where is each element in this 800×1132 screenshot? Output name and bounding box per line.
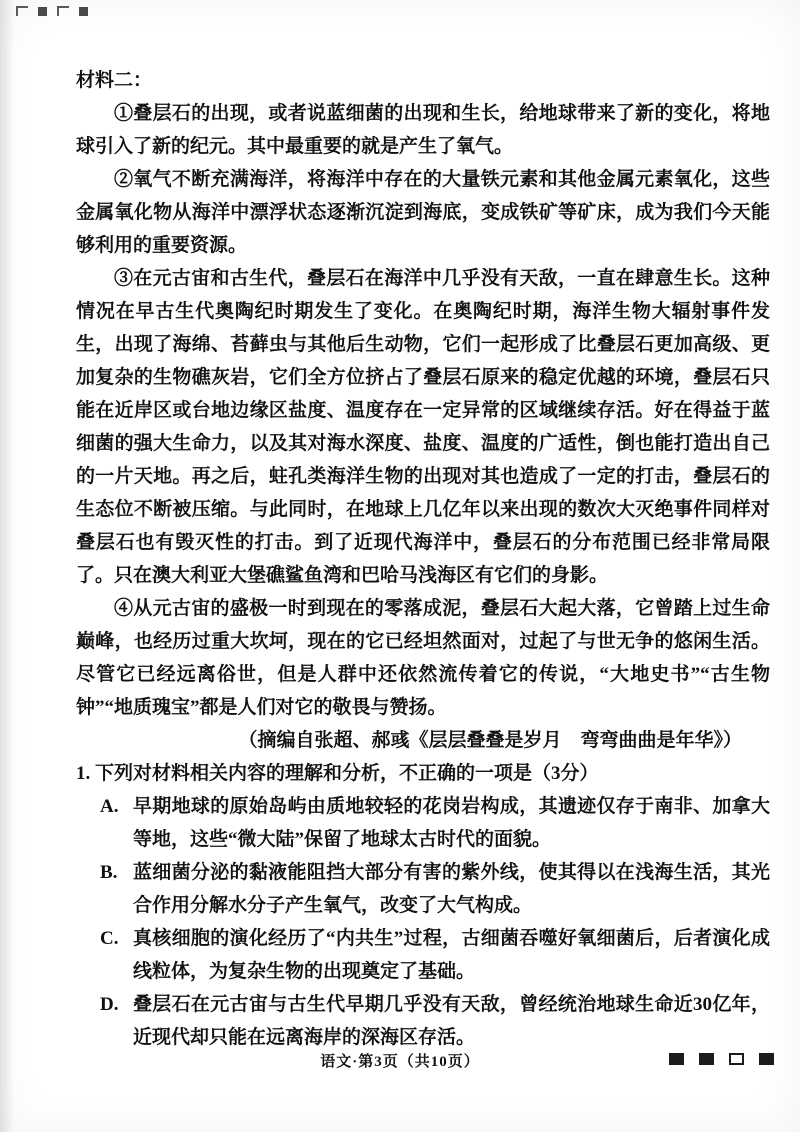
material-paragraph-1: ①叠层石的出现，或者说蓝细菌的出现和生长，给地球带来了新的变化，将地球引入了新的纪元。其中最重要的就是产生了氧气。: [76, 103, 770, 157]
print-mark-filled-icon: [759, 1053, 774, 1065]
registration-bracket-icon: [57, 6, 69, 16]
option-c-label: C.: [100, 928, 119, 949]
registration-square-icon: [38, 7, 47, 16]
material-heading: 材料二：: [76, 70, 153, 91]
question-1-option-b: [76, 856, 770, 922]
print-marks: [669, 1053, 774, 1065]
question-1-stem: 1. 下列对材料相关内容的理解和分析，不正确的一项是（3分）: [76, 763, 599, 784]
page-content: [76, 64, 770, 1054]
page-number-label: 语文·第3页（共10页）: [320, 1054, 480, 1070]
print-mark-outline-icon: [729, 1053, 744, 1065]
registration-bracket-icon: [16, 6, 28, 16]
question-1-option-d: [76, 988, 770, 1054]
print-mark-filled-icon: [669, 1053, 684, 1065]
material-paragraph-3: ③在元古宙和古生代，叠层石在海洋中几乎没有天敌，一直在肆意生长。这种情况在早古生代奥陶纪时期发生了变化。在奥陶纪时期，海洋生物大辐射事件发生，出现了海绵、苔藓虫与其他后生动物，它们一起形成了比叠层石更加高级、更加复杂的生物礁灰岩，它们全方位挤占了叠层石原来的稳定优越的环境，叠层石只能在近岸区或台地边缘区盐度、温度存在一定异常的区域继续存活。好在得益于蓝细菌的强大生命力，以及其对海水深度、盐度、温度的广适性，倒也能打造出自己的一片天地。再之后，蛀孔类海洋生物的出现对其也造成了一定的打击，叠层石的生态位不断被压缩。与此同时，在地球上几亿年以来出现的数次大灭绝事件同样对叠层石也有毁灭性的打击。到了近现代海洋中，叠层石的分布范围已经非常局限了。只在澳大利亚大堡礁鲨鱼湾和巴哈马浅海区有它们的身影。: [76, 268, 770, 586]
material-paragraph-2: ②氧气不断充满海洋，将海洋中存在的大量铁元素和其他金属元素氧化，这些金属氧化物从海洋中漂浮状态逐渐沉淀到海底，变成铁矿等矿床，成为我们今天能够利用的重要资源。: [76, 169, 770, 256]
option-d-text: 叠层石在元古宙与古生代早期几乎没有天敌，曾经统治地球生命近30亿年，近现代却只能在远离海岸的深海区存活。: [133, 994, 770, 1048]
question-1-option-a: [76, 790, 770, 856]
option-c-text: 真核细胞的演化经历了“内共生”过程，古细菌吞噬好氧细菌后，后者演化成线粒体，为复杂生物的出现奠定了基础。: [133, 928, 770, 982]
option-b-text: 蓝细菌分泌的黏液能阻挡大部分有害的紫外线，使其得以在浅海生活，其光合作用分解水分子产生氧气，改变了大气构成。: [133, 862, 770, 916]
attribution-line: （摘编自张超、郝彧《层层叠叠是岁月 弯弯曲曲是年华》）: [238, 730, 742, 751]
page-footer: [0, 1050, 800, 1076]
question-1-option-c: [76, 922, 770, 988]
print-mark-filled-icon: [699, 1053, 714, 1065]
registration-marks: [16, 4, 88, 18]
option-a-text: 早期地球的原始岛屿由质地较轻的花岗岩构成，其遗迹仅存于南非、加拿大等地，这些“微大陆”保留了地球太古时代的面貌。: [133, 796, 770, 850]
option-a-label: A.: [100, 796, 119, 817]
registration-square-icon: [79, 7, 88, 16]
option-d-label: D.: [100, 994, 119, 1015]
material-paragraph-4: ④从元古宙的盛极一时到现在的零落成泥，叠层石大起大落，它曾踏上过生命巅峰，也经历过重大坎坷，现在的它已经坦然面对，过起了与世无争的悠闲生活。尽管它已经远离俗世，但是人群中还依然流传着它的传说，“大地史书”“古生物钟”“地质瑰宝”都是人们对它的敬畏与赞扬。: [76, 598, 770, 718]
option-b-label: B.: [100, 862, 118, 883]
